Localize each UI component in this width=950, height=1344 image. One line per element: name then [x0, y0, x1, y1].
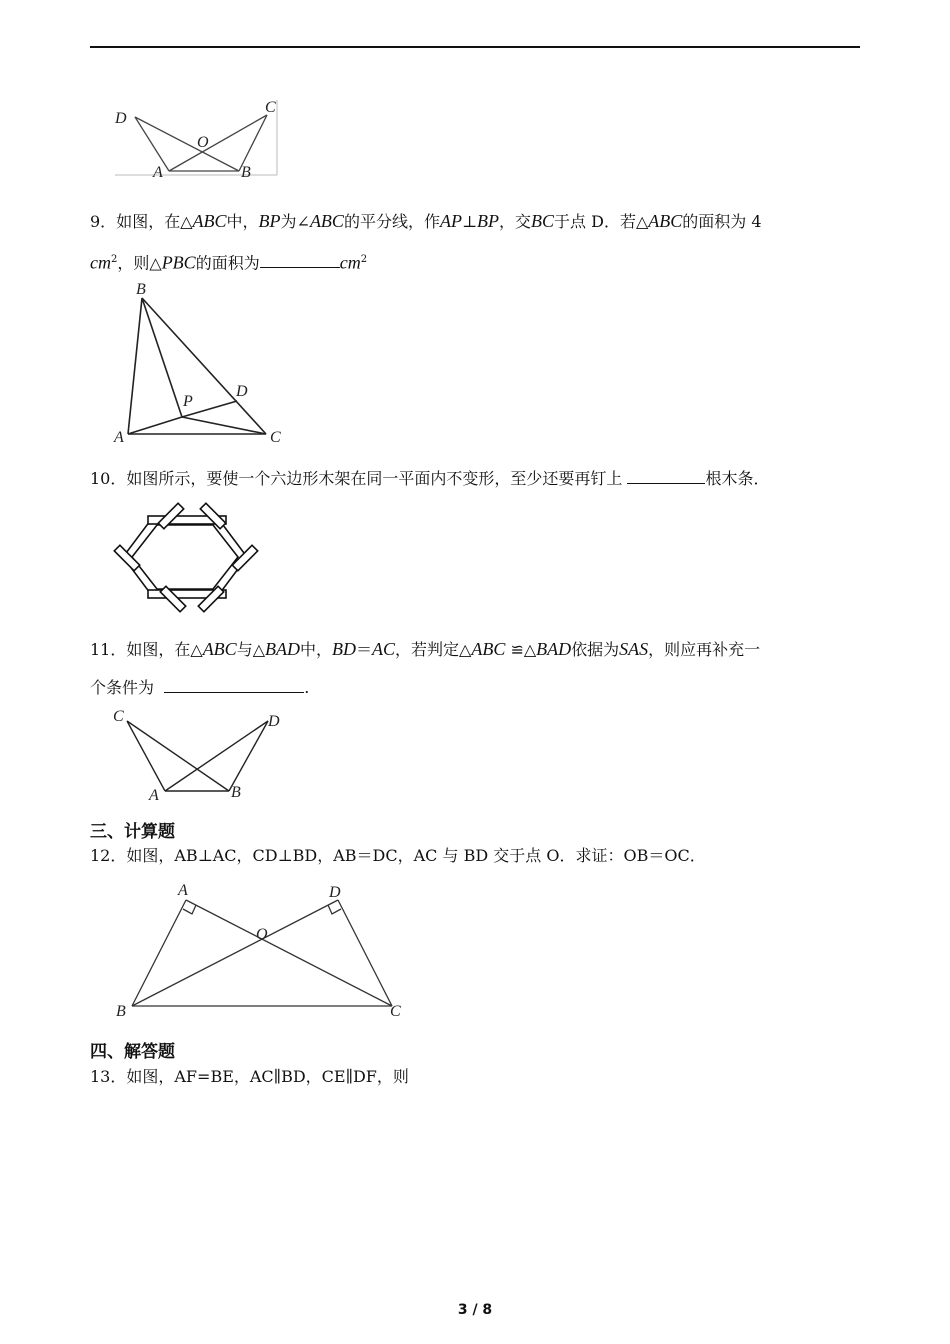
- q9-math: BP: [477, 211, 499, 231]
- q11-text: 依据为: [571, 640, 620, 659]
- q9-text: 为∠: [280, 212, 310, 231]
- q11-math: ABC: [202, 639, 237, 659]
- q13-line: [90, 1066, 409, 1088]
- label-b: B: [136, 281, 146, 298]
- label-c: C: [265, 99, 276, 116]
- q10-line: [90, 468, 770, 490]
- q11-math: BAD: [536, 639, 572, 659]
- q9-number: 9．: [90, 212, 117, 231]
- q9-line-1: [90, 210, 762, 233]
- section-3-title: 三、计算题: [90, 822, 175, 842]
- figure-q9-triangle: [100, 278, 300, 448]
- label-d: D: [268, 713, 280, 730]
- q9-text: ⊥: [461, 212, 477, 231]
- q9-line-2: [90, 249, 367, 274]
- label-b: B: [231, 784, 241, 801]
- q11-text: ≌△: [505, 640, 537, 659]
- q9-text: 的面积为: [195, 253, 260, 273]
- figure-q11-quadrilateral: [105, 703, 295, 803]
- q9-unit: cm: [90, 252, 111, 273]
- q9-text: 的平分线，作: [343, 212, 440, 231]
- label-c: C: [270, 429, 281, 446]
- q10-text: 如图所示，要使一个六边形木架在同一平面内不变形，至少还要再钉上: [126, 469, 623, 488]
- figure-q10-hexagon-frame: [115, 503, 260, 615]
- q11-text: 个条件为: [90, 678, 155, 697]
- q11-text: ，若判定△: [395, 640, 472, 659]
- figure-bowtie-top: [105, 95, 285, 185]
- label-d: D: [115, 110, 127, 127]
- q11-text: 如图，在△: [126, 640, 203, 659]
- q9-math: ABC: [309, 211, 344, 231]
- q9-sup: 2: [360, 254, 368, 265]
- q11-text-end: .: [304, 678, 310, 697]
- q11-math: BAD: [265, 639, 300, 659]
- q11-number: 11．: [90, 640, 127, 659]
- q9-math: BC: [531, 211, 555, 231]
- q13-number: 13．: [90, 1067, 127, 1086]
- q9-sup: 2: [111, 254, 118, 265]
- q11-text: 中，: [300, 640, 333, 659]
- q11-text: ，则应再补充一: [648, 640, 761, 659]
- q10-answer-blank[interactable]: [627, 469, 705, 484]
- label-o: O: [197, 134, 209, 151]
- q9-text: 如图，在△: [116, 212, 193, 231]
- label-c: C: [390, 1003, 401, 1020]
- q9-text: 中，: [226, 212, 259, 231]
- q10-text-after: 根木条．: [705, 469, 770, 488]
- q9-text: 于点 D．若△: [554, 212, 649, 231]
- label-a: A: [153, 164, 163, 181]
- label-d: D: [329, 884, 341, 901]
- q9-text: 的面积为 4: [682, 212, 762, 231]
- q9-math: PBC: [161, 252, 196, 273]
- q11-math: SAS: [619, 639, 649, 659]
- q11-line-1: [90, 638, 760, 661]
- page-number: 3 / 8: [457, 1302, 493, 1318]
- section-4-title: 四、解答题: [90, 1042, 175, 1062]
- q10-number: 10．: [90, 469, 127, 488]
- header-rule: [90, 46, 860, 48]
- q9-math: AP: [439, 211, 462, 231]
- figure-q12-triangles: [110, 878, 410, 1018]
- label-p: P: [183, 393, 193, 410]
- q11-text: ＝: [356, 640, 373, 659]
- label-b: B: [241, 164, 251, 181]
- q11-math: AC: [372, 639, 396, 659]
- label-a: A: [149, 787, 159, 804]
- q12-line: [90, 845, 706, 867]
- q9-text: ，交: [499, 212, 532, 231]
- q9-answer-blank[interactable]: [260, 253, 340, 268]
- q11-math: BD: [332, 639, 357, 659]
- q12-number: 12．: [90, 846, 127, 865]
- label-b: B: [116, 1003, 126, 1020]
- q11-math: ABC: [471, 639, 506, 659]
- q9-math: ABC: [192, 211, 227, 231]
- q9-math: BP: [258, 211, 281, 231]
- q11-answer-blank[interactable]: [164, 678, 304, 693]
- q9-text: ，则△: [117, 253, 162, 273]
- q12-text: 如图，AB⊥AC，CD⊥BD，AB＝DC，AC 与 BD 交于点 O．求证：OB＝OC．: [126, 846, 706, 865]
- q11-line-2: [90, 677, 309, 699]
- label-a: A: [178, 882, 188, 899]
- q9-math: ABC: [648, 211, 683, 231]
- label-d: D: [236, 383, 248, 400]
- q13-text: 如图，AF=BE，AC∥BD，CE∥DF，则: [126, 1067, 409, 1086]
- label-o: O: [256, 926, 268, 943]
- q9-unit: cm: [339, 252, 361, 273]
- label-c: C: [113, 708, 124, 725]
- q11-text: 与△: [236, 640, 265, 659]
- label-a: A: [114, 429, 124, 446]
